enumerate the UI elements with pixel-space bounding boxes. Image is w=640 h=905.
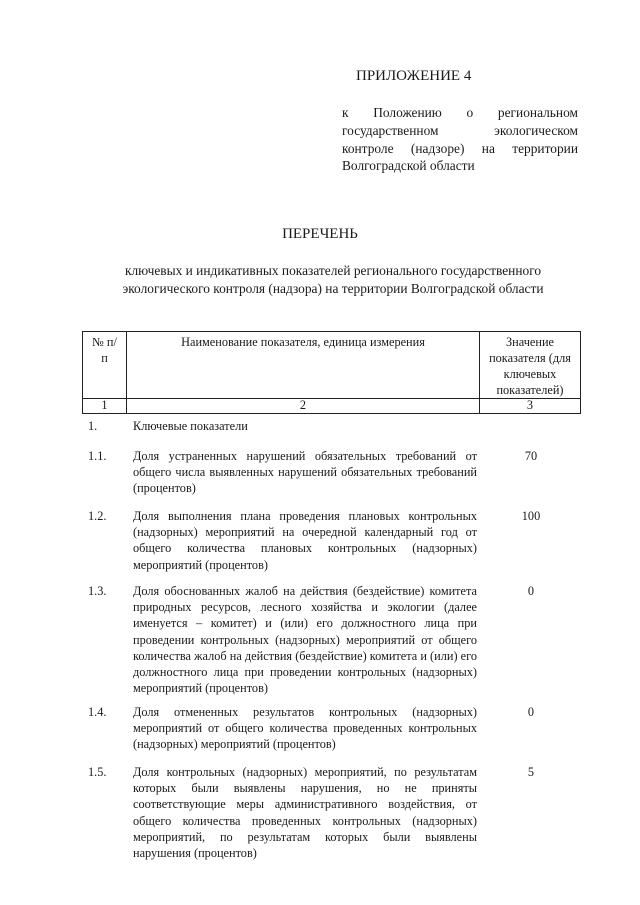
table-header [82, 331, 581, 414]
document-subtitle: ключевых и индикативных показателей регионального государственного экологического контроля (надзора) на территории Волгоградской области [122, 263, 544, 296]
row-name: Ключевые показатели [133, 419, 248, 433]
row-name: Доля обоснованных жалоб на действия (бездействие) комитета природных ресурсов, лесного хозяйства и экологии (далее именуется – комитет) и (или) его должностного лица при проведении контрольных (надзорных) мероприятий от общего количества жалоб на действия (бездействие) комитета и (или) его должностного лица при проведении контрольных (надзорных) мероприятий (процентов) [133, 584, 477, 696]
row-value: 5 [527, 765, 535, 779]
header-name: Наименование показателя, единица измерения [127, 332, 480, 399]
row-number: 1.3. [88, 584, 107, 598]
appendix-title: ПРИЛОЖЕНИЕ 4 [356, 68, 472, 84]
header-value: Значение показателя (для ключевых показателей) [480, 332, 581, 399]
document-title: ПЕРЕЧЕНЬ [282, 226, 358, 242]
row-value: 100 [521, 509, 541, 523]
row-number: 1. [88, 419, 98, 433]
row-name: Доля отмененных результатов контрольных (надзорных) мероприятий от общего количества проведенных контрольных (надзорных) мероприятий (процентов) [133, 705, 477, 752]
column-number: 1 [83, 399, 127, 414]
row-value: 0 [527, 584, 535, 598]
row-name: Доля выполнения плана проведения плановых контрольных (надзорных) мероприятий на очередной календарный год от общего количества плановых контрольных (надзорных) мероприятий (процентов) [133, 509, 477, 572]
row-number: 1.1. [88, 449, 107, 463]
row-name: Доля контрольных (надзорных) мероприятий, по результатам которых были выявлены нарушения, но не приняты соответствующие меры административного воздействия, от общего количества проведенных контрольных (надзорных) мероприятий, по результатам которых были выявлены нарушения (процентов) [133, 765, 477, 861]
row-value: 0 [527, 705, 535, 719]
row-number: 1.2. [88, 509, 107, 523]
row-number: 1.5. [88, 765, 107, 779]
row-number: 1.4. [88, 705, 107, 719]
row-name: Доля устраненных нарушений обязательных требований от общего числа выявленных нарушений обязательных требований (процентов) [133, 449, 477, 496]
header-number: № п/п [83, 332, 127, 399]
row-value: 70 [524, 449, 538, 463]
column-number: 2 [127, 399, 480, 414]
appendix-reference: к Положению о региональном государственном экологическом контроле (надзоре) на территории Волгоградской области [342, 105, 578, 174]
column-number: 3 [480, 399, 581, 414]
